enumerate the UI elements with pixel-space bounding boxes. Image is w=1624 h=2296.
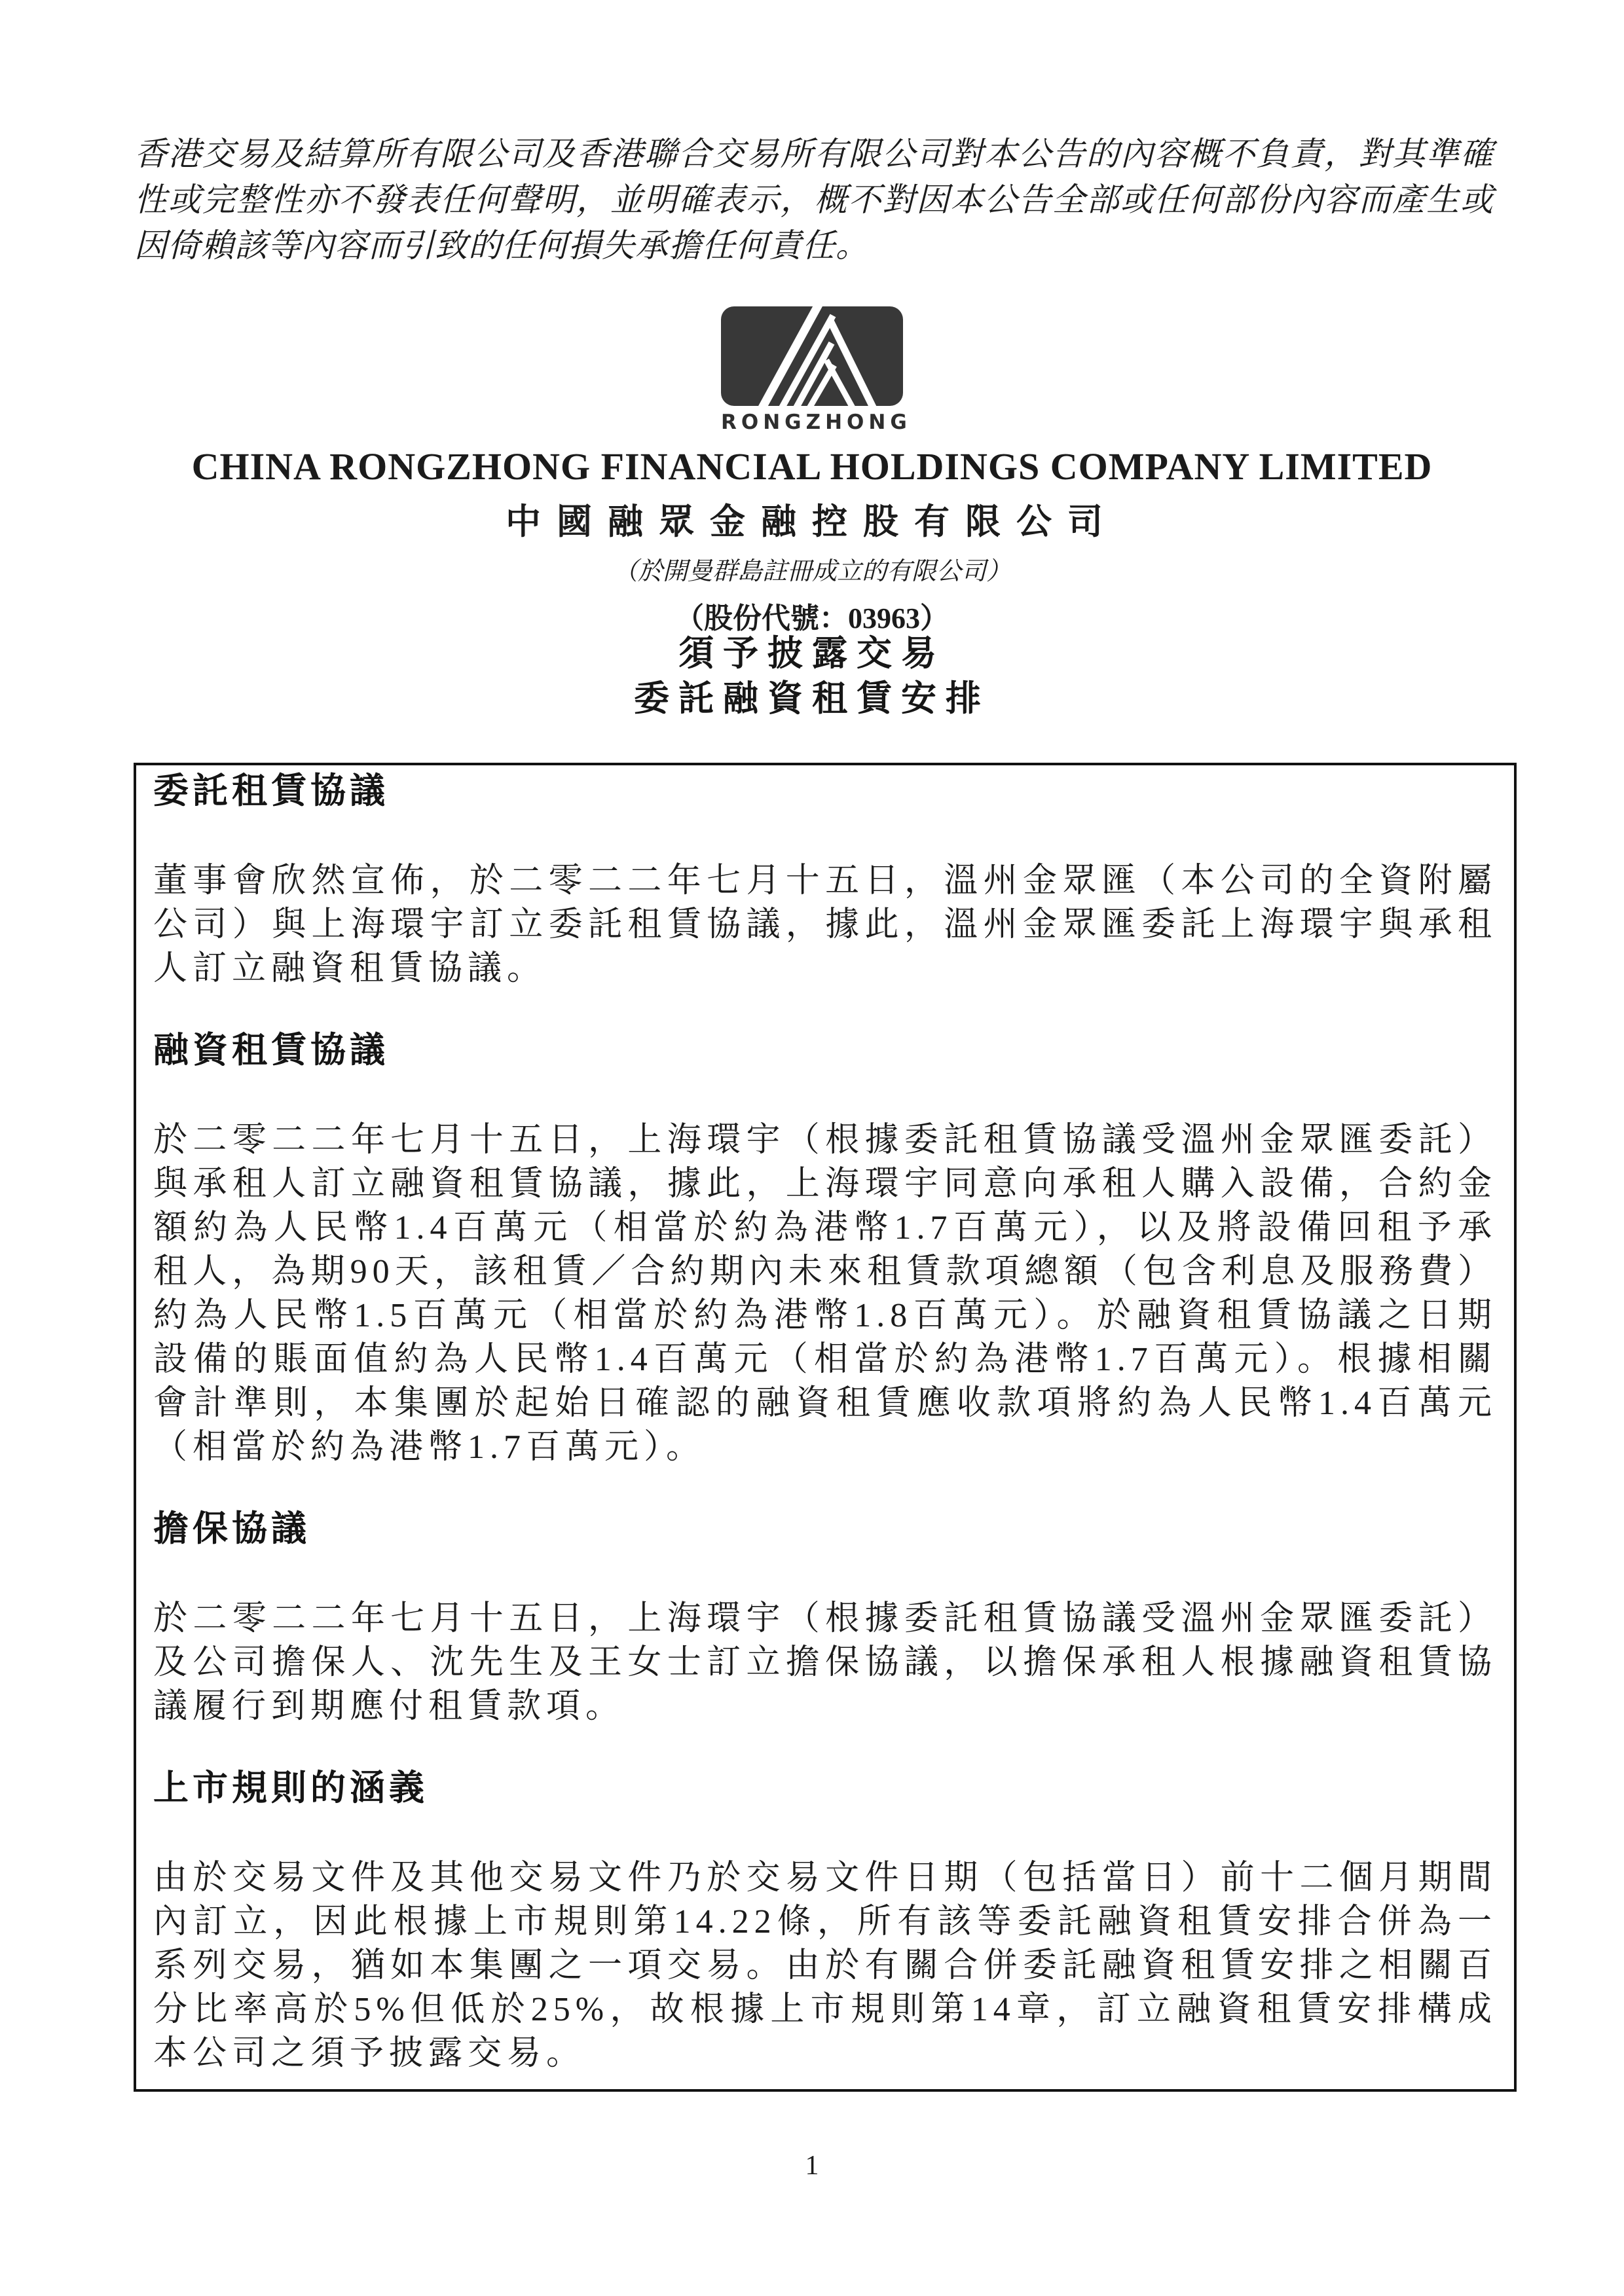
rongzhong-mountain-logo-icon — [721, 397, 903, 409]
section-heading-listing-rules-implications: 上市規則的涵義 — [153, 1768, 428, 1808]
section-heading-finance-lease-agreement: 融資租賃協議 — [153, 1030, 389, 1070]
company-logo — [721, 306, 912, 434]
logo-wordmark: RONGZHONG — [721, 410, 912, 434]
section-body-entrusted-lease-agreement: 董事會欣然宣佈，於二零二二年七月十五日，溫州金眾匯（本公司的全資附屬公司）與上海環宇訂立委託租賃協議，據此，溫州金眾匯委託上海環宇與承租人訂立融資租賃協議。 — [153, 862, 1497, 987]
section-body-guarantee-agreement: 於二零二二年七月十五日，上海環宇（根據委託租賃協議受溫州金眾匯委託）及公司擔保人、沈先生及王女士訂立擔保協議，以擔保承租人根據融資租賃協議履行到期應付租賃款項。 — [153, 1600, 1497, 1725]
page-number: 1 — [805, 2151, 819, 2181]
section-body-finance-lease-agreement: 於二零二二年七月十五日，上海環宇（根據委託租賃協議受溫州金眾匯委託）與承租人訂立融資租賃協議，據此，上海環宇同意向承租人購入設備，合約金額約為人民幣1.4百萬元（相當於約為港幣1.7百萬元），以及將設備回租予承租人，為期90天，該租賃／合約期內未來租賃款項總額（包含利息及服務費）約為人民幣1.5百萬元（相當於約為港幣1.8百萬元）。於融資租賃協議之日期設備的賬面值約為人民幣1.4百萬元（相當於約為港幣1.7百萬元）。根據相關會計準則，本集團於起始日確認的融資租賃應收款項將約為人民幣1.4百萬元（相當於約為港幣1.7百萬元）。 — [153, 1121, 1497, 1466]
announcement-title — [0, 631, 1624, 721]
announcement-box — [134, 763, 1517, 2092]
company-masthead — [0, 306, 1624, 636]
section-heading-guarantee-agreement: 擔保協議 — [153, 1509, 310, 1548]
company-name-english: CHINA RONGZHONG FINANCIAL HOLDINGS COMPANY LIMITED — [191, 445, 1433, 488]
incorporation-note: （於開曼群島註冊成立的有限公司） — [612, 558, 1011, 585]
section-heading-entrusted-lease-agreement: 委託租賃協議 — [153, 771, 389, 811]
announcement-title-line1: 須予披露交易 — [678, 634, 946, 673]
announcement-title-line2: 委託融資租賃安排 — [634, 679, 990, 718]
company-name-chinese: 中國融眾金融控股有限公司 — [506, 502, 1118, 541]
stock-code: （股份代號：03963） — [675, 602, 949, 634]
exchange-disclaimer: 香港交易及結算所有限公司及香港聯合交易所有限公司對本公告的內容概不負責，對其準確性或完整性亦不發表任何聲明，並明確表示，概不對因本公告全部或任何部份內容而產生或因倚賴該等內容而引致的任何損失承擔任何責任。 — [134, 136, 1494, 264]
section-body-listing-rules-implications: 由於交易文件及其他交易文件乃於交易文件日期（包括當日）前十二個月期間內訂立，因此根據上市規則第14.22條，所有該等委託融資租賃安排合併為一系列交易，猶如本集團之一項交易。由於有關合併委託融資租賃安排之相關百分比率高於5%但低於25%，故根據上市規則第14章，訂立融資租賃安排構成本公司之須予披露交易。 — [153, 1859, 1497, 2072]
